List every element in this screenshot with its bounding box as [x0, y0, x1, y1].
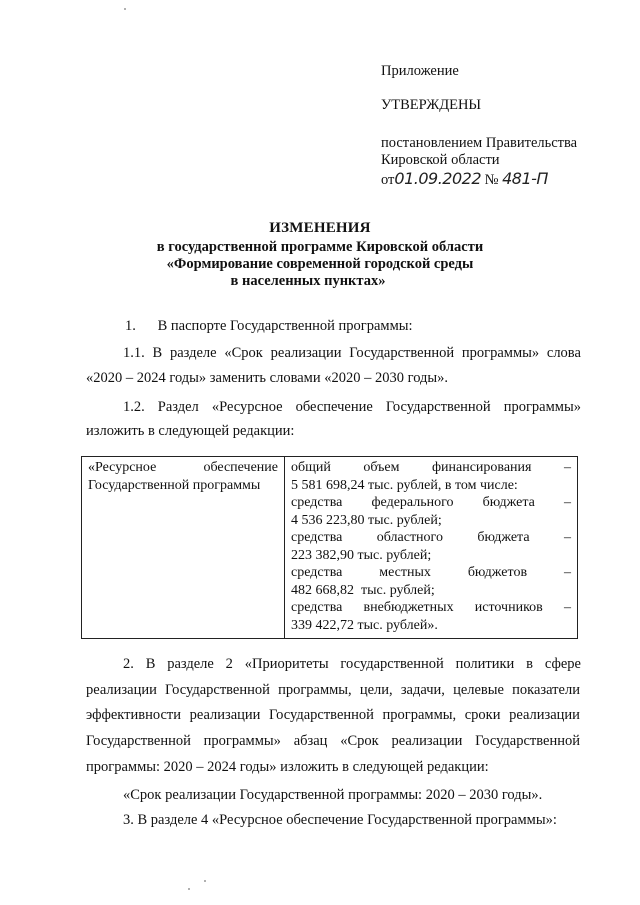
decree-line-2: Кировской области	[381, 152, 500, 168]
left-cell-line-1: «Ресурсное обеспечение	[88, 460, 278, 475]
extra-budget-line: средства внебюджетных источников –	[291, 600, 571, 615]
resource-table	[81, 456, 578, 639]
handwritten-number: 481-П	[502, 169, 548, 188]
regional-budget-value: 223 382,90 тыс. рублей;	[291, 547, 432, 563]
scan-speck	[188, 888, 190, 890]
federal-budget-value: 4 536 223,80 тыс. рублей;	[291, 512, 442, 528]
para-1-1-line-1: 1.1. В разделе «Срок реализации Государственной программы» слова	[123, 345, 581, 361]
left-cell-line-2: Государственной программы	[88, 477, 261, 493]
appendix-label: Приложение	[381, 63, 459, 79]
approved-label: УТВЕРЖДЕНЫ	[381, 97, 482, 113]
financing-total-line: общий объем финансирования –	[291, 460, 571, 475]
para-2-line-1: 2. В разделе 2 «Приоритеты государственной политики в сфере	[123, 656, 581, 672]
para-2-line-4: Государственной программы» абзац «Срок реализации Государственной	[86, 733, 580, 749]
para-2-line-3: эффективности реализации Государственной программы, сроки реализации	[86, 707, 580, 723]
para-1: 1. В паспорте Государственной программы:	[125, 318, 413, 334]
para-1-1-line-2: «2020 – 2024 годы» заменить словами «2020 – 2030 годы».	[86, 370, 449, 386]
date-prefix: от	[381, 172, 395, 188]
regional-budget-line: средства областного бюджета –	[291, 530, 571, 545]
decree-line-1: постановлением Правительства	[381, 135, 578, 151]
financing-total-value: 5 581 698,24 тыс. рублей, в том числе:	[291, 477, 518, 493]
local-budget-line: средства местных бюджетов –	[291, 565, 571, 580]
title-line-2: «Формирование современной городской среды	[166, 256, 474, 272]
decree-date-line	[381, 169, 548, 189]
title-line-1: в государственной программе Кировской области	[156, 239, 484, 255]
para-2-line-5: программы: 2020 – 2024 годы» изложить в следующей редакции:	[86, 759, 489, 775]
federal-budget-line: средства федерального бюджета –	[291, 495, 571, 510]
table-right-cell	[285, 457, 578, 639]
table-left-cell	[82, 457, 285, 639]
handwritten-date: 01.09.2022	[394, 169, 482, 188]
title-line-3: в населенных пунктах»	[230, 273, 386, 289]
para-3: 3. В разделе 4 «Ресурсное обеспечение Государственной программы»:	[123, 812, 557, 828]
extra-budget-value: 339 422,72 тыс. рублей».	[291, 617, 438, 633]
para-1-2-line-1: 1.2. Раздел «Ресурсное обеспечение Государственной программы»	[123, 399, 581, 415]
para-1-2-line-2: изложить в следующей редакции:	[86, 423, 295, 439]
para-2-quote: «Срок реализации Государственной программы: 2020 – 2030 годы».	[123, 787, 543, 803]
table-row	[82, 457, 578, 639]
number-sign: №	[484, 172, 499, 188]
scan-speck	[124, 8, 126, 10]
local-budget-value: 482 668,82 тыс. рублей;	[291, 582, 435, 598]
document-title: ИЗМЕНЕНИЯ	[269, 220, 371, 236]
scan-speck	[204, 880, 206, 882]
para-2-line-2: реализации Государственной программы, цели, задачи, целевые показатели	[86, 682, 580, 698]
